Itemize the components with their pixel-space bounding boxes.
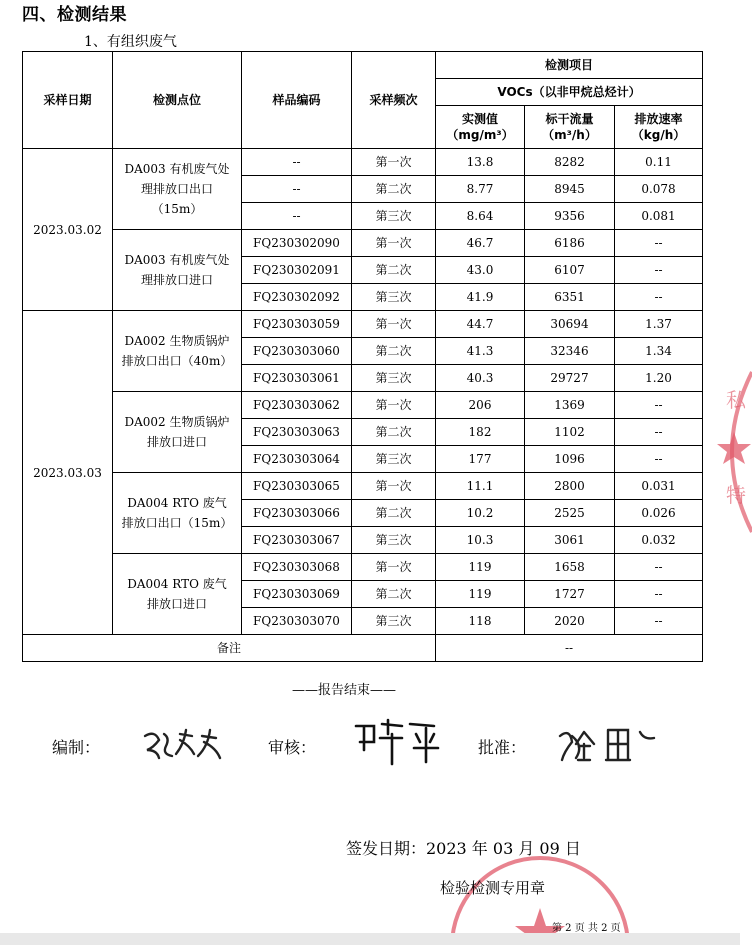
rate-cell: 1.37 bbox=[615, 311, 703, 338]
measured-value-cell: 13.8 bbox=[436, 149, 525, 176]
location-line: DA002 生物质锅炉 bbox=[124, 334, 230, 348]
flow-cell: 6351 bbox=[525, 284, 615, 311]
sample-code-cell: FQ230303066 bbox=[242, 500, 352, 527]
sample-code-cell: -- bbox=[242, 176, 352, 203]
header-location: 检测点位 bbox=[113, 52, 242, 149]
table-row bbox=[23, 311, 703, 338]
rate-cell: -- bbox=[615, 257, 703, 284]
sample-code-cell: FQ230303064 bbox=[242, 446, 352, 473]
rate-cell: -- bbox=[615, 284, 703, 311]
review-signature bbox=[352, 716, 452, 766]
header-date: 采样日期 bbox=[23, 52, 113, 149]
measured-value-cell: 11.1 bbox=[436, 473, 525, 500]
flow-cell: 6107 bbox=[525, 257, 615, 284]
rate-cell: -- bbox=[615, 608, 703, 635]
flow-cell: 29727 bbox=[525, 365, 615, 392]
frequency-cell: 第二次 bbox=[352, 500, 436, 527]
rate-cell: -- bbox=[615, 230, 703, 257]
measured-value-cell: 119 bbox=[436, 581, 525, 608]
frequency-cell: 第三次 bbox=[352, 284, 436, 311]
report-end: ——报告结束—— bbox=[292, 683, 397, 698]
flow-cell: 9356 bbox=[525, 203, 615, 230]
rate-cell: -- bbox=[615, 554, 703, 581]
svg-text:特: 特 bbox=[726, 483, 746, 507]
header-measured-unit: （mg/m³） bbox=[446, 128, 514, 142]
rate-cell: 0.026 bbox=[615, 500, 703, 527]
flow-cell: 3061 bbox=[525, 527, 615, 554]
location-line: 排放口进口 bbox=[146, 435, 207, 449]
header-measured-label: 实测值 bbox=[461, 112, 498, 126]
location-cell bbox=[113, 473, 242, 554]
sample-code-cell: -- bbox=[242, 203, 352, 230]
rate-cell: -- bbox=[615, 446, 703, 473]
sample-code-cell: FQ230303068 bbox=[242, 554, 352, 581]
location-cell bbox=[113, 149, 242, 230]
rate-cell: 0.078 bbox=[615, 176, 703, 203]
sample-code-cell: -- bbox=[242, 149, 352, 176]
flow-cell: 6186 bbox=[525, 230, 615, 257]
table-row bbox=[23, 392, 703, 419]
header-pollutant: VOCs（以非甲烷总烃计） bbox=[436, 79, 703, 106]
header-measured bbox=[436, 106, 525, 149]
location-line: 排放口出口（15m） bbox=[121, 516, 233, 530]
location-line: 排放口出口（40m） bbox=[121, 354, 233, 368]
sample-code-cell: FQ230303067 bbox=[242, 527, 352, 554]
measured-value-cell: 182 bbox=[436, 419, 525, 446]
rate-cell: 0.11 bbox=[615, 149, 703, 176]
remark-label: 备注 bbox=[23, 635, 436, 662]
page-number: 第 2 页 共 2 页 bbox=[552, 923, 621, 934]
location-line: 排放口进口 bbox=[146, 597, 207, 611]
location-line: DA002 生物质锅炉 bbox=[124, 415, 230, 429]
sample-code-cell: FQ230302092 bbox=[242, 284, 352, 311]
results-table bbox=[22, 51, 703, 662]
frequency-cell: 第三次 bbox=[352, 203, 436, 230]
sample-date-cell: 2023.03.03 bbox=[23, 311, 113, 635]
location-cell bbox=[113, 392, 242, 473]
flow-cell: 32346 bbox=[525, 338, 615, 365]
frequency-cell: 第三次 bbox=[352, 608, 436, 635]
frequency-cell: 第一次 bbox=[352, 473, 436, 500]
frequency-cell: 第二次 bbox=[352, 581, 436, 608]
frequency-cell: 第三次 bbox=[352, 365, 436, 392]
flow-cell: 2800 bbox=[525, 473, 615, 500]
measured-value-cell: 41.9 bbox=[436, 284, 525, 311]
location-line: 理排放口出口 bbox=[140, 182, 213, 196]
rate-cell: 0.031 bbox=[615, 473, 703, 500]
approve-label: 批准： bbox=[478, 738, 527, 757]
measured-value-cell: 10.3 bbox=[436, 527, 525, 554]
official-seal-edge bbox=[712, 372, 752, 532]
review-label: 审核： bbox=[268, 738, 317, 757]
location-line: 理排放口进口 bbox=[140, 273, 213, 287]
location-cell bbox=[113, 230, 242, 311]
frequency-cell: 第一次 bbox=[352, 392, 436, 419]
flow-cell: 1096 bbox=[525, 446, 615, 473]
location-line: DA004 RTO 废气 bbox=[127, 496, 227, 510]
rate-cell: -- bbox=[615, 392, 703, 419]
rate-cell: -- bbox=[615, 581, 703, 608]
measured-value-cell: 43.0 bbox=[436, 257, 525, 284]
flow-cell: 2020 bbox=[525, 608, 615, 635]
measured-value-cell: 8.77 bbox=[436, 176, 525, 203]
flow-cell: 8282 bbox=[525, 149, 615, 176]
sample-code-cell: FQ230303059 bbox=[242, 311, 352, 338]
flow-cell: 2525 bbox=[525, 500, 615, 527]
flow-cell: 30694 bbox=[525, 311, 615, 338]
measured-value-cell: 44.7 bbox=[436, 311, 525, 338]
frequency-cell: 第一次 bbox=[352, 554, 436, 581]
location-line: DA003 有机废气处 bbox=[124, 162, 230, 176]
rate-cell: 1.34 bbox=[615, 338, 703, 365]
frequency-cell: 第一次 bbox=[352, 149, 436, 176]
header-rate-unit: （kg/h） bbox=[631, 128, 686, 142]
measured-value-cell: 41.3 bbox=[436, 338, 525, 365]
header-flow bbox=[525, 106, 615, 149]
frequency-cell: 第二次 bbox=[352, 338, 436, 365]
approve-signature bbox=[556, 722, 666, 768]
sample-code-cell: FQ230302090 bbox=[242, 230, 352, 257]
flow-cell: 1369 bbox=[525, 392, 615, 419]
sample-code-cell: FQ230303065 bbox=[242, 473, 352, 500]
location-cell bbox=[113, 554, 242, 635]
flow-cell: 1658 bbox=[525, 554, 615, 581]
section-title: 四、检测结果 bbox=[22, 5, 127, 25]
frequency-cell: 第二次 bbox=[352, 419, 436, 446]
measured-value-cell: 40.3 bbox=[436, 365, 525, 392]
header-rate-label: 排放速率 bbox=[634, 112, 683, 126]
header-frequency: 采样频次 bbox=[352, 52, 436, 149]
header-rate bbox=[615, 106, 703, 149]
measured-value-cell: 46.7 bbox=[436, 230, 525, 257]
sample-date-cell: 2023.03.02 bbox=[23, 149, 113, 311]
remark-row bbox=[23, 635, 703, 662]
table-row bbox=[23, 554, 703, 581]
location-cell bbox=[113, 311, 242, 392]
header-sample-code: 样品编码 bbox=[242, 52, 352, 149]
rate-cell: 0.081 bbox=[615, 203, 703, 230]
frequency-cell: 第二次 bbox=[352, 257, 436, 284]
measured-value-cell: 119 bbox=[436, 554, 525, 581]
sample-code-cell: FQ230303061 bbox=[242, 365, 352, 392]
table-row bbox=[23, 230, 703, 257]
location-line: DA004 RTO 废气 bbox=[127, 577, 227, 591]
stamp-name: 检验检测专用章 bbox=[440, 879, 546, 897]
header-flow-label: 标干流量 bbox=[545, 112, 594, 126]
flow-cell: 1727 bbox=[525, 581, 615, 608]
measured-value-cell: 206 bbox=[436, 392, 525, 419]
location-line: （15m） bbox=[151, 202, 203, 216]
issue-date: 签发日期：2023 年 03 月 09 日 bbox=[346, 839, 581, 858]
compile-signature bbox=[140, 726, 240, 766]
rate-cell: 1.20 bbox=[615, 365, 703, 392]
location-line: DA003 有机废气处 bbox=[124, 253, 230, 267]
sample-code-cell: FQ230303063 bbox=[242, 419, 352, 446]
frequency-cell: 第一次 bbox=[352, 230, 436, 257]
flow-cell: 8945 bbox=[525, 176, 615, 203]
frequency-cell: 第三次 bbox=[352, 446, 436, 473]
subsection-title: 1、有组织废气 bbox=[84, 34, 177, 50]
frequency-cell: 第一次 bbox=[352, 311, 436, 338]
frequency-cell: 第二次 bbox=[352, 176, 436, 203]
footer-bar bbox=[0, 933, 740, 945]
header-project: 检测项目 bbox=[436, 52, 703, 79]
table-row bbox=[23, 473, 703, 500]
sample-code-cell: FQ230302091 bbox=[242, 257, 352, 284]
sample-code-cell: FQ230303060 bbox=[242, 338, 352, 365]
sample-code-cell: FQ230303069 bbox=[242, 581, 352, 608]
measured-value-cell: 177 bbox=[436, 446, 525, 473]
measured-value-cell: 10.2 bbox=[436, 500, 525, 527]
measured-value-cell: 8.64 bbox=[436, 203, 525, 230]
svg-text:私: 私 bbox=[726, 388, 746, 412]
measured-value-cell: 118 bbox=[436, 608, 525, 635]
sample-code-cell: FQ230303070 bbox=[242, 608, 352, 635]
rate-cell: 0.032 bbox=[615, 527, 703, 554]
frequency-cell: 第三次 bbox=[352, 527, 436, 554]
compile-label: 编制： bbox=[52, 738, 101, 757]
header-flow-unit: （m³/h） bbox=[542, 128, 597, 142]
remark-value: -- bbox=[436, 635, 703, 662]
flow-cell: 1102 bbox=[525, 419, 615, 446]
table-row bbox=[23, 149, 703, 176]
rate-cell: -- bbox=[615, 419, 703, 446]
sample-code-cell: FQ230303062 bbox=[242, 392, 352, 419]
